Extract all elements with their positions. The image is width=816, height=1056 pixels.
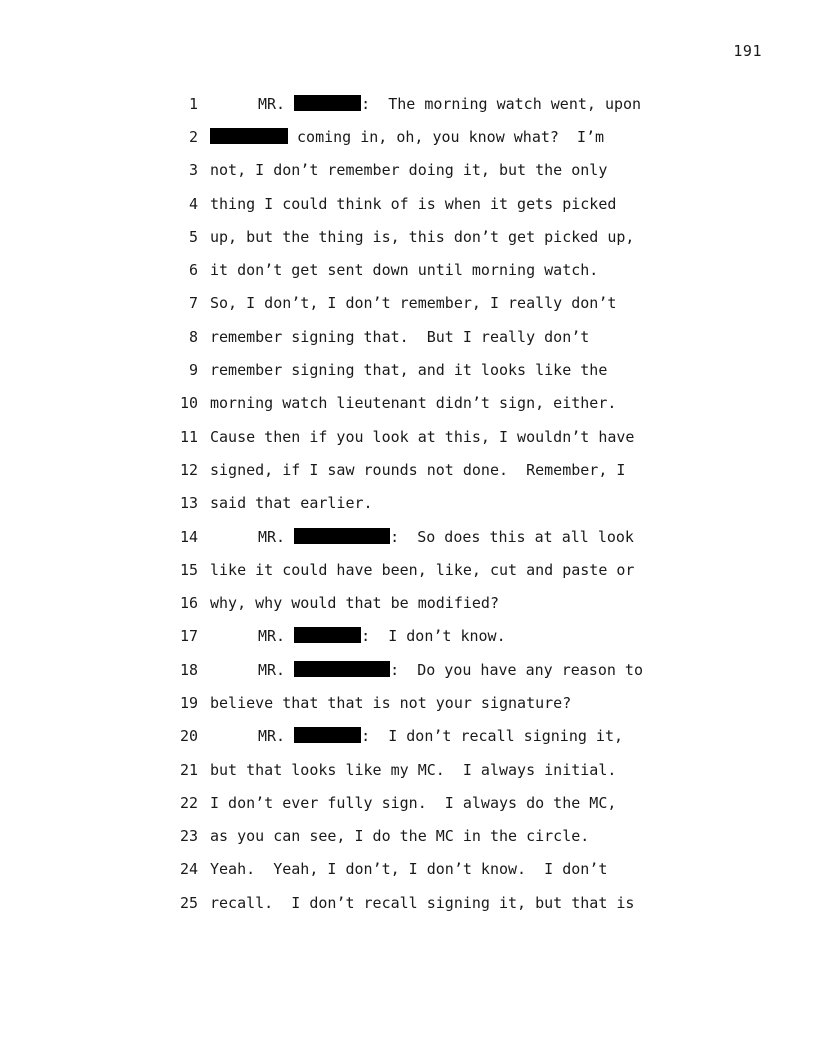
page-number: 191 [733,42,762,60]
line-number: 6 [188,261,198,280]
line-number: 17 [179,627,198,646]
transcript-line [172,287,772,320]
line-text: like it could have been, like, cut and paste or [210,560,635,579]
line-text: coming in, oh, you know what? I’m [210,128,604,146]
line-text: So, I don’t, I don’t remember, I really don’t [210,294,617,313]
transcript-line [172,220,772,253]
line-number: 3 [188,161,198,180]
transcript-line [172,820,772,853]
line-text: not, I don’t remember doing it, but the only [210,161,608,180]
line-number: 4 [188,194,198,213]
line-text: said that earlier. [210,494,373,513]
speaker-label: MR. [258,627,286,646]
line-text: thing I could think of is when it gets picked [210,194,617,213]
line-number: 20 [179,727,198,746]
line-text: MR. : So does this at all look [258,527,634,546]
transcript-line [172,487,772,520]
redaction-block [294,627,361,643]
transcript-line [172,353,772,386]
line-text: but that looks like my MC. I always initial. [210,760,617,779]
transcript-line [172,853,772,886]
transcript-line [172,720,772,753]
redaction-block [294,95,361,111]
line-text: recall. I don’t recall signing it, but that is [210,893,635,912]
line-number: 10 [179,394,198,413]
line-text: Cause then if you look at this, I wouldn’t have [210,427,635,446]
line-number: 9 [188,361,198,380]
transcript-line [172,453,772,486]
speaker-label: MR. [258,727,286,746]
line-number: 5 [188,227,198,246]
line-text: believe that that is not your signature? [210,693,572,712]
transcript-line [172,753,772,786]
redaction-block [294,528,390,544]
line-text: up, but the thing is, this don’t get picked up, [210,227,635,246]
line-number: 1 [188,94,198,113]
line-number: 18 [179,660,198,679]
transcript-line [172,620,772,653]
line-number: 11 [179,427,198,446]
transcript-line [172,387,772,420]
transcript-line [172,886,772,919]
line-number: 12 [179,460,198,479]
transcript-line [172,187,772,220]
line-number: 23 [179,827,198,846]
line-text: it don’t get sent down until morning watch. [210,261,599,280]
transcript-line [172,520,772,553]
transcript-line [172,586,772,619]
speaker-label: MR. [258,94,286,113]
transcript-line [172,87,772,120]
line-text: MR. : The morning watch went, upon [258,94,642,113]
line-text: remember signing that, and it looks like the [210,361,608,380]
transcript-line [172,686,772,719]
line-number: 14 [179,527,198,546]
line-text: remember signing that. But I really don’t [210,327,590,346]
transcript-line [172,420,772,453]
line-text: as you can see, I do the MC in the circle. [210,827,590,846]
line-number: 13 [179,494,198,513]
line-text: I don’t ever fully sign. I always do the MC, [210,793,617,812]
line-number: 22 [179,793,198,812]
transcript-line [172,320,772,353]
redaction-block [210,128,288,144]
line-text: why, why would that be modified? [210,594,499,613]
line-number: 2 [188,127,198,146]
line-number: 15 [179,560,198,579]
line-text: signed, if I saw rounds not done. Remember, I [210,460,626,479]
line-text: MR. : I don’t recall signing it, [258,727,624,746]
speaker-label: MR. [258,660,286,679]
speaker-label: MR. [258,527,286,546]
transcript-line [172,553,772,586]
transcript-line [172,253,772,286]
transcript-line [172,786,772,819]
line-number: 24 [179,860,198,879]
line-text: MR. : Do you have any reason to [258,660,643,679]
transcript-line [172,120,772,153]
line-number: 8 [188,327,198,346]
line-number: 19 [179,693,198,712]
line-number: 7 [188,294,198,313]
transcript-body [172,87,772,919]
line-number: 16 [179,594,198,613]
line-text: Yeah. Yeah, I don’t, I don’t know. I don’t [210,860,608,879]
transcript-line [172,653,772,686]
redaction-block [294,661,390,677]
redaction-block [294,727,361,743]
line-text: MR. : I don’t know. [258,627,506,646]
line-number: 25 [179,893,198,912]
line-text: morning watch lieutenant didn’t sign, either. [210,394,617,413]
line-number: 21 [179,760,198,779]
transcript-line [172,154,772,187]
